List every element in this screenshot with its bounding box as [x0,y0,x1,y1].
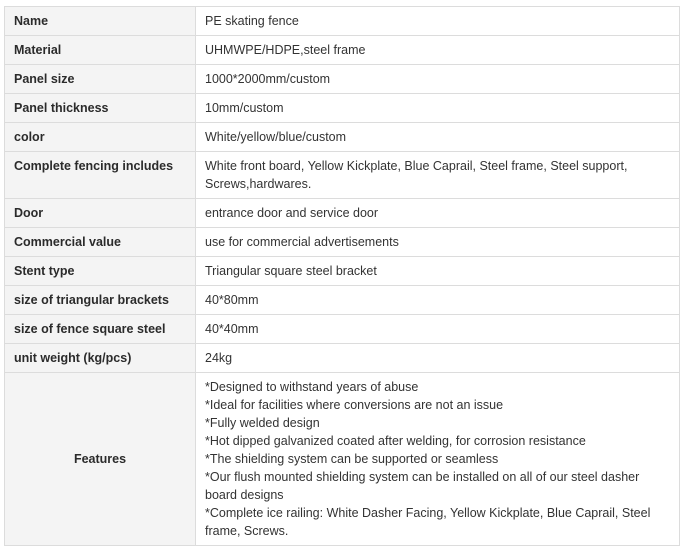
row-value: UHMWPE/HDPE,steel frame [196,36,680,65]
row-label: color [5,123,196,152]
feature-line: *Fully welded design [205,416,320,430]
table-row [5,257,680,286]
feature-line: frame, Screws. [205,524,289,538]
row-label: size of fence square steel [5,315,196,344]
row-value: White/yellow/blue/custom [196,123,680,152]
row-label: unit weight (kg/pcs) [5,344,196,373]
table-row [5,199,680,228]
row-value [196,152,680,199]
table-row [5,228,680,257]
table-row [5,94,680,123]
feature-line: board designs [205,488,284,502]
row-value [196,373,680,546]
row-label: Panel thickness [5,94,196,123]
row-value: 40*40mm [196,315,680,344]
table-row [5,36,680,65]
row-value: 24kg [196,344,680,373]
row-label: size of triangular brackets [5,286,196,315]
table-row [5,123,680,152]
row-label: Door [5,199,196,228]
value-line: White front board, Yellow Kickplate, Blue Caprail, Steel frame, Steel support, [205,159,628,173]
row-value: Triangular square steel bracket [196,257,680,286]
value-line: Screws,hardwares. [205,177,312,191]
row-label: Features [5,373,196,546]
table-row [5,65,680,94]
row-value: 40*80mm [196,286,680,315]
table-row [5,152,680,199]
row-label: Commercial value [5,228,196,257]
row-value: PE skating fence [196,7,680,36]
feature-line: *Designed to withstand years of abuse [205,380,419,394]
row-value: 1000*2000mm/custom [196,65,680,94]
row-label: Complete fencing includes [5,152,196,199]
row-label: Stent type [5,257,196,286]
feature-line: *The shielding system can be supported or seamless [205,452,499,466]
row-value: entrance door and service door [196,199,680,228]
feature-line: *Hot dipped galvanized coated after welding, for corrosion resistance [205,434,586,448]
row-label: Name [5,7,196,36]
row-label: Panel size [5,65,196,94]
table-row [5,286,680,315]
row-label: Material [5,36,196,65]
feature-line: *Ideal for facilities where conversions are not an issue [205,398,504,412]
row-value: 10mm/custom [196,94,680,123]
feature-line: *Complete ice railing: White Dasher Facing, Yellow Kickplate, Blue Caprail, Steel [205,506,651,520]
table-row [5,373,680,546]
spec-table [4,6,680,546]
table-row [5,7,680,36]
table-row [5,315,680,344]
row-value: use for commercial advertisements [196,228,680,257]
feature-line: *Our flush mounted shielding system can be installed on all of our steel dasher [205,470,640,484]
table-row [5,344,680,373]
